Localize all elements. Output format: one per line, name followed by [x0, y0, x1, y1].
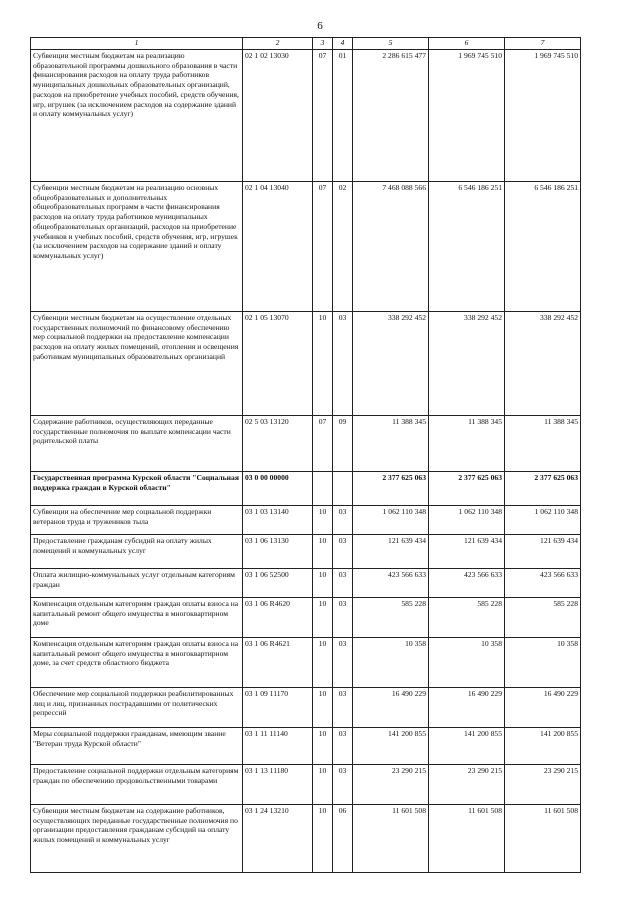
- row-subsection-code: 01: [333, 50, 353, 182]
- row-description: Обеспечение мер социальной поддержки реабилитированных лиц и лиц, признанных пострадавшими от политических репрессий: [31, 688, 243, 728]
- table-row: [31, 535, 581, 569]
- column-header-2: 2: [243, 38, 313, 50]
- row-subsection-code: 06: [333, 805, 353, 873]
- row-subsection-code: 09: [333, 416, 353, 472]
- row-section-code: 10: [313, 312, 333, 416]
- row-amount-col7: 141 200 855: [505, 728, 581, 765]
- row-target-code: 03 1 13 11180: [243, 765, 313, 805]
- row-target-code: 03 1 06 R4621: [243, 638, 313, 688]
- row-amount-col7: 23 290 215: [505, 765, 581, 805]
- row-subsection-code: 03: [333, 688, 353, 728]
- row-amount-col7: 121 639 434: [505, 535, 581, 569]
- row-target-code: 02 1 02 13030: [243, 50, 313, 182]
- table-row: [31, 765, 581, 805]
- row-description: Государственная программа Курской области "Социальная поддержка граждан в Курской области": [31, 472, 243, 506]
- row-section-code: 10: [313, 638, 333, 688]
- budget-table: [30, 37, 581, 873]
- row-amount-col6: 16 490 229: [429, 688, 505, 728]
- table-row: [31, 506, 581, 535]
- row-target-code: 03 1 06 R4620: [243, 598, 313, 638]
- row-amount-col7: 338 292 452: [505, 312, 581, 416]
- row-subsection-code: [333, 472, 353, 506]
- table-row: [31, 638, 581, 688]
- row-amount-col6: 1 062 110 348: [429, 506, 505, 535]
- row-target-code: 03 1 09 11170: [243, 688, 313, 728]
- row-amount-col7: 585 228: [505, 598, 581, 638]
- row-target-code: 02 1 05 13070: [243, 312, 313, 416]
- row-subsection-code: 02: [333, 182, 353, 312]
- row-target-code: 03 1 03 13140: [243, 506, 313, 535]
- row-amount-col7: 11 388 345: [505, 416, 581, 472]
- table-row: [31, 182, 581, 312]
- row-description: Содержание работников, осуществляющих переданные государственные полномочия по выплате компенсации части родительской платы: [31, 416, 243, 472]
- table-row: [31, 472, 581, 506]
- table-row: [31, 805, 581, 873]
- row-description: Предоставление социальной поддержки отдельным категориям граждан по обеспечению продовольственными товарами: [31, 765, 243, 805]
- table-row: [31, 50, 581, 182]
- row-section-code: 10: [313, 765, 333, 805]
- row-section-code: 07: [313, 50, 333, 182]
- column-header-6: 6: [429, 38, 505, 50]
- row-description: Субвенции на обеспечение мер социальной поддержки ветеранов труда и тружеников тыла: [31, 506, 243, 535]
- column-header-5: 5: [353, 38, 429, 50]
- row-amount-col6: 1 969 745 510: [429, 50, 505, 182]
- row-amount-col6: 2 377 625 063: [429, 472, 505, 506]
- row-amount-col6: 11 601 508: [429, 805, 505, 873]
- row-description: Компенсация отдельным категориям граждан оплаты взноса на капитальный ремонт общего имущества в многоквартирном доме: [31, 598, 243, 638]
- row-amount-col7: 6 546 186 251: [505, 182, 581, 312]
- table-row: [31, 688, 581, 728]
- table-row: [31, 312, 581, 416]
- row-amount-col6: 141 200 855: [429, 728, 505, 765]
- row-target-code: 02 5 03 13120: [243, 416, 313, 472]
- table-row: [31, 728, 581, 765]
- row-target-code: 02 1 04 13040: [243, 182, 313, 312]
- row-amount-col7: 1 062 110 348: [505, 506, 581, 535]
- row-subsection-code: 03: [333, 765, 353, 805]
- column-number-header: [31, 38, 581, 50]
- row-target-code: 03 1 24 13210: [243, 805, 313, 873]
- row-amount-col5: 423 566 633: [353, 569, 429, 598]
- row-subsection-code: 03: [333, 728, 353, 765]
- row-description: Меры социальной поддержки гражданам, имеющим звание "Ветеран труда Курской области": [31, 728, 243, 765]
- column-header-1: 1: [31, 38, 243, 50]
- row-amount-col5: 23 290 215: [353, 765, 429, 805]
- row-section-code: 10: [313, 506, 333, 535]
- row-section-code: 07: [313, 416, 333, 472]
- row-amount-col5: 16 490 229: [353, 688, 429, 728]
- row-subsection-code: 03: [333, 569, 353, 598]
- row-subsection-code: 03: [333, 535, 353, 569]
- row-section-code: 10: [313, 535, 333, 569]
- row-description: Субвенции местным бюджетам на реализацию образовательной программы дошкольного образования в части финансирования расходов на оплату труда работников муниципальных дошкольных образовательных организаций, расходов на приобретение учебных пособий, средств обучения, игр, игрушек (за исключением расходов на содержание зданий и оплату коммунальных услуг): [31, 50, 243, 182]
- row-section-code: 10: [313, 598, 333, 638]
- row-description: Оплата жилищно-коммунальных услуг отдельным категориям граждан: [31, 569, 243, 598]
- page-number: 6: [317, 20, 323, 32]
- row-subsection-code: 03: [333, 506, 353, 535]
- row-amount-col7: 16 490 229: [505, 688, 581, 728]
- row-amount-col5: 11 388 345: [353, 416, 429, 472]
- row-amount-col6: 585 228: [429, 598, 505, 638]
- row-section-code: 10: [313, 688, 333, 728]
- row-amount-col7: 10 358: [505, 638, 581, 688]
- row-amount-col6: 423 566 633: [429, 569, 505, 598]
- row-description: Компенсация отдельным категориям граждан оплаты взноса на капитальный ремонт общего имущества в многоквартирном доме, за счет средств областного бюджета: [31, 638, 243, 688]
- row-section-code: 10: [313, 805, 333, 873]
- row-amount-col6: 6 546 186 251: [429, 182, 505, 312]
- row-description: Субвенции местным бюджетам на содержание работников, осуществляющих переданные государственные полномочия по организации предоставления гражданам субсидий на оплату жилых помещений и коммунальных услуг: [31, 805, 243, 873]
- row-amount-col6: 23 290 215: [429, 765, 505, 805]
- row-amount-col7: 423 566 633: [505, 569, 581, 598]
- row-amount-col7: 1 969 745 510: [505, 50, 581, 182]
- row-section-code: [313, 472, 333, 506]
- row-amount-col5: 7 468 088 566: [353, 182, 429, 312]
- row-amount-col6: 338 292 452: [429, 312, 505, 416]
- row-amount-col7: 2 377 625 063: [505, 472, 581, 506]
- column-header-7: 7: [505, 38, 581, 50]
- row-amount-col5: 141 200 855: [353, 728, 429, 765]
- row-target-code: 03 1 06 52500: [243, 569, 313, 598]
- row-section-code: 07: [313, 182, 333, 312]
- table-row: [31, 569, 581, 598]
- row-target-code: 03 1 06 13130: [243, 535, 313, 569]
- row-subsection-code: 03: [333, 312, 353, 416]
- row-description: Субвенции местным бюджетам на осуществление отдельных государственных полномочий по финансовому обеспечению мер социальной поддержки на предоставление компенсации расходов на оплату жилых помещений, отопления и освещения работникам муниципальных образовательных организаций: [31, 312, 243, 416]
- row-amount-col5: 2 286 615 477: [353, 50, 429, 182]
- row-amount-col5: 10 358: [353, 638, 429, 688]
- row-amount-col6: 121 639 434: [429, 535, 505, 569]
- row-section-code: 10: [313, 728, 333, 765]
- row-subsection-code: 03: [333, 598, 353, 638]
- row-subsection-code: 03: [333, 638, 353, 688]
- row-section-code: 10: [313, 569, 333, 598]
- row-amount-col6: 11 388 345: [429, 416, 505, 472]
- column-header-4: 4: [333, 38, 353, 50]
- row-amount-col5: 121 639 434: [353, 535, 429, 569]
- column-header-3: 3: [313, 38, 333, 50]
- row-amount-col5: 1 062 110 348: [353, 506, 429, 535]
- row-amount-col5: 11 601 508: [353, 805, 429, 873]
- row-amount-col5: 585 228: [353, 598, 429, 638]
- table-row: [31, 416, 581, 472]
- row-description: Субвенции местным бюджетам на реализацию основных общеобразовательных и дополнительных общеобразовательных программ в части финансирования расходов на оплату труда работников муниципальных общеобразовательных организаций, расходов на приобретение учебников и учебных пособий, средств обучения, игр, игрушек (за исключением расходов на содержание зданий и оплату коммунальных услуг): [31, 182, 243, 312]
- table-row: [31, 598, 581, 638]
- row-amount-col5: 338 292 452: [353, 312, 429, 416]
- row-description: Предоставление гражданам субсидий на оплату жилых помещений и коммунальных услуг: [31, 535, 243, 569]
- row-amount-col7: 11 601 508: [505, 805, 581, 873]
- row-amount-col5: 2 377 625 063: [353, 472, 429, 506]
- row-target-code: 03 1 11 11140: [243, 728, 313, 765]
- row-amount-col6: 10 358: [429, 638, 505, 688]
- row-target-code: 03 0 00 00000: [243, 472, 313, 506]
